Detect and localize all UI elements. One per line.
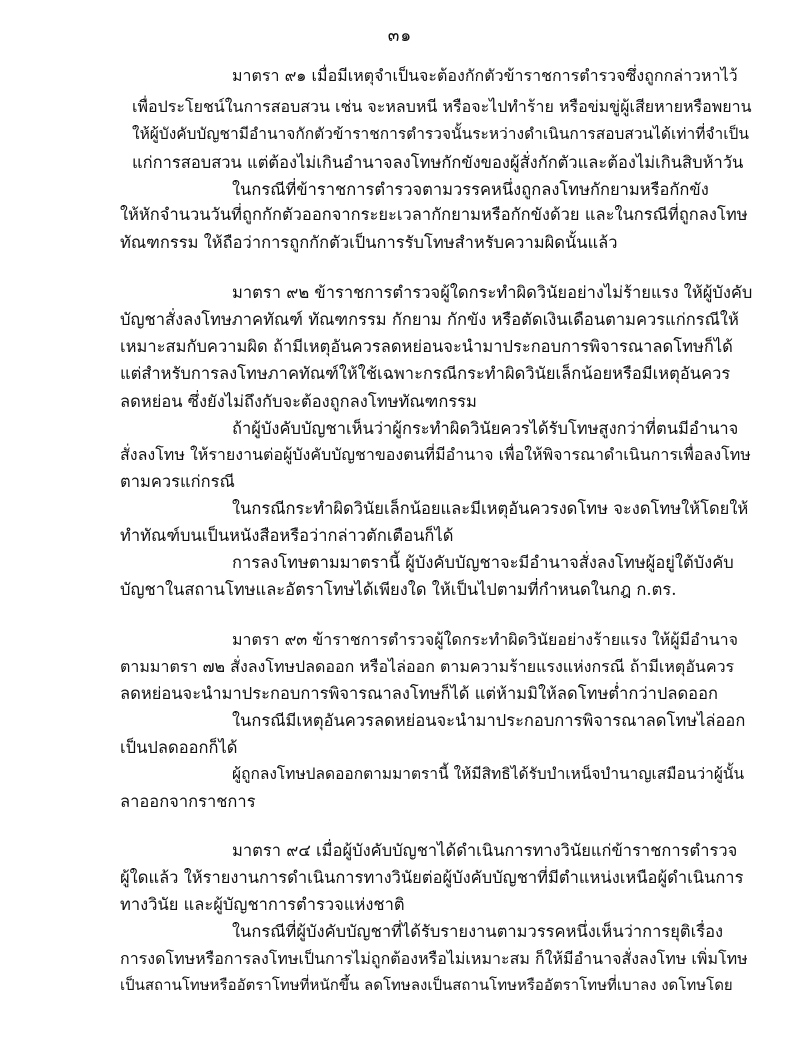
text-line: ในกรณีที่ข้าราชการตำรวจตามวรรคหนึ่งถูกลงโทษกักยามหรือกักขัง [232,180,709,199]
text-line: บัญชาสั่งลงโทษภาคทัณฑ์ ทัณฑกรรม กักยาม กักขัง หรือตัดเงินเดือนตามควรแก่กรณีให้ [120,310,739,329]
page-number: ๓๑ [387,26,413,46]
text-line: บัญชาในสถานโทษและอัตราโทษได้เพียงใด ให้เป็นไปตามที่กำหนดในกฎ ก.ตร. [120,580,677,599]
text-line: มาตรา ๙๓ ข้าราชการตำรวจผู้ใดกระทำผิดวินัยอย่างร้ายแรง ให้ผู้มีอำนาจ [232,630,739,649]
text-line: ทางวินัย และผู้บัญชาการตำรวจแห่งชาติ [120,895,405,914]
text-line: มาตรา ๙๔ เมื่อผู้บังคับบัญชาได้ดำเนินการทางวินัยแก่ข้าราชการตำรวจ [232,841,738,860]
text-line: ให้ผู้บังคับบัญชามีอำนาจกักตัวข้าราชการตำรวจนั้นระหว่างดำเนินการสอบสวนได้เท่าที่จำเป็น [132,125,749,143]
text-line: ลดหย่อนจะนำมาประกอบการพิจารณาลงโทษก็ได้ แต่ห้ามมิให้ลดโทษต่ำกว่าปลดออก [120,684,718,703]
text-line: ตามควรแก่กรณี [120,472,235,491]
text-line: ในกรณีที่ผู้บังคับบัญชาที่ได้รับรายงานตามวรรคหนึ่งเห็นว่าการยุติเรื่อง [232,922,724,941]
text-line: สั่งลงโทษ ให้รายงานต่อผู้บังคับบัญชาของตนที่มีอำนาจ เพื่อให้พิจารณาดำเนินการเพื่อลงโทษ [120,445,751,464]
text-line: แต่สำหรับการลงโทษภาคทัณฑ์ให้ใช้เฉพาะกรณีกระทำผิดวินัยเล็กน้อยหรือมีเหตุอันควร [120,364,731,383]
text-line: ทัณฑกรรม ให้ถือว่าการถูกกักตัวเป็นการรับโทษสำหรับความผิดนั้นแล้ว [120,233,618,252]
text-line: ในกรณีกระทำผิดวินัยเล็กน้อยและมีเหตุอันควรงดโทษ จะงดโทษให้โดยให้ [232,499,749,518]
text-line: ตามมาตรา ๗๒ สั่งลงโทษปลดออก หรือไล่ออก ตามความร้ายแรงแห่งกรณี ถ้ามีเหตุอันควร [120,657,735,676]
text-line: เป็นสถานโทษหรืออัตราโทษที่หนักขึ้น ลดโทษลงเป็นสถานโทษหรืออัตราโทษที่เบาลง งดโทษโดย [120,976,733,994]
text-line: ให้หักจำนวนวันที่ถูกกักตัวออกจากระยะเวลากักยามหรือกักขังด้วย และในกรณีที่ถูกลงโทษ [120,205,748,224]
text-line: ลาออกจากราชการ [120,792,256,811]
text-line: มาตรา ๙๒ ข้าราชการตำรวจผู้ใดกระทำผิดวินัยอย่างไม่ร้ายแรง ให้ผู้บังคับ [232,283,753,302]
text-line: ในกรณีมีเหตุอันควรลดหย่อนจะนำมาประกอบการพิจารณาลดโทษไล่ออก [232,711,746,730]
text-line: เพื่อประโยชน์ในการสอบสวน เช่น จะหลบหนี หรือจะไปทำร้าย หรือข่มขู่ผู้เสียหายหรือพยาน [132,97,752,116]
text-line: ผู้ถูกลงโทษปลดออกตามมาตรานี้ ให้มีสิทธิได้รับบำเหน็จบำนาญเสมือนว่าผู้นั้น [232,765,745,783]
text-line: การลงโทษตามมาตรานี้ ผู้บังคับบัญชาจะมีอำนาจสั่งลงโทษผู้อยู่ใต้บังคับ [232,553,734,572]
text-line: แก่การสอบสวน แต่ต้องไม่เกินอำนาจลงโทษกักขังของผู้สั่งกักตัวและต้องไม่เกินสิบห้าวัน [132,153,744,172]
text-line: การงดโทษหรือการลงโทษเป็นการไม่ถูกต้องหรือไม่เหมาะสม ก็ให้มีอำนาจสั่งลงโทษ เพิ่มโทษ [120,949,748,968]
text-line: มาตรา ๙๑ เมื่อมีเหตุจำเป็นจะต้องกักตัวข้าราชการตำรวจซึ่งถูกกล่าวหาไว้ [232,66,738,85]
text-line: ทำทัณฑ์บนเป็นหนังสือหรือว่ากล่าวตักเตือนก็ได้ [120,526,454,545]
text-line: เหมาะสมกับความผิด ถ้ามีเหตุอันควรลดหย่อนจะนำมาประกอบการพิจารณาลดโทษก็ได้ [120,337,733,356]
text-line: เป็นปลดออกก็ได้ [120,738,238,757]
text-line: ผู้ใดแล้ว ให้รายงานการดำเนินการทางวินัยต่อผู้บังคับบัญชาที่มีตำแหน่งเหนือผู้ดำเนินการ [120,868,744,887]
text-line: ลดหย่อน ซึ่งยังไม่ถึงกับจะต้องถูกลงโทษทัณฑกรรม [120,392,477,411]
text-line: ถ้าผู้บังคับบัญชาเห็นว่าผู้กระทำผิดวินัยควรได้รับโทษสูงกว่าที่ตนมีอำนาจ [232,419,739,438]
